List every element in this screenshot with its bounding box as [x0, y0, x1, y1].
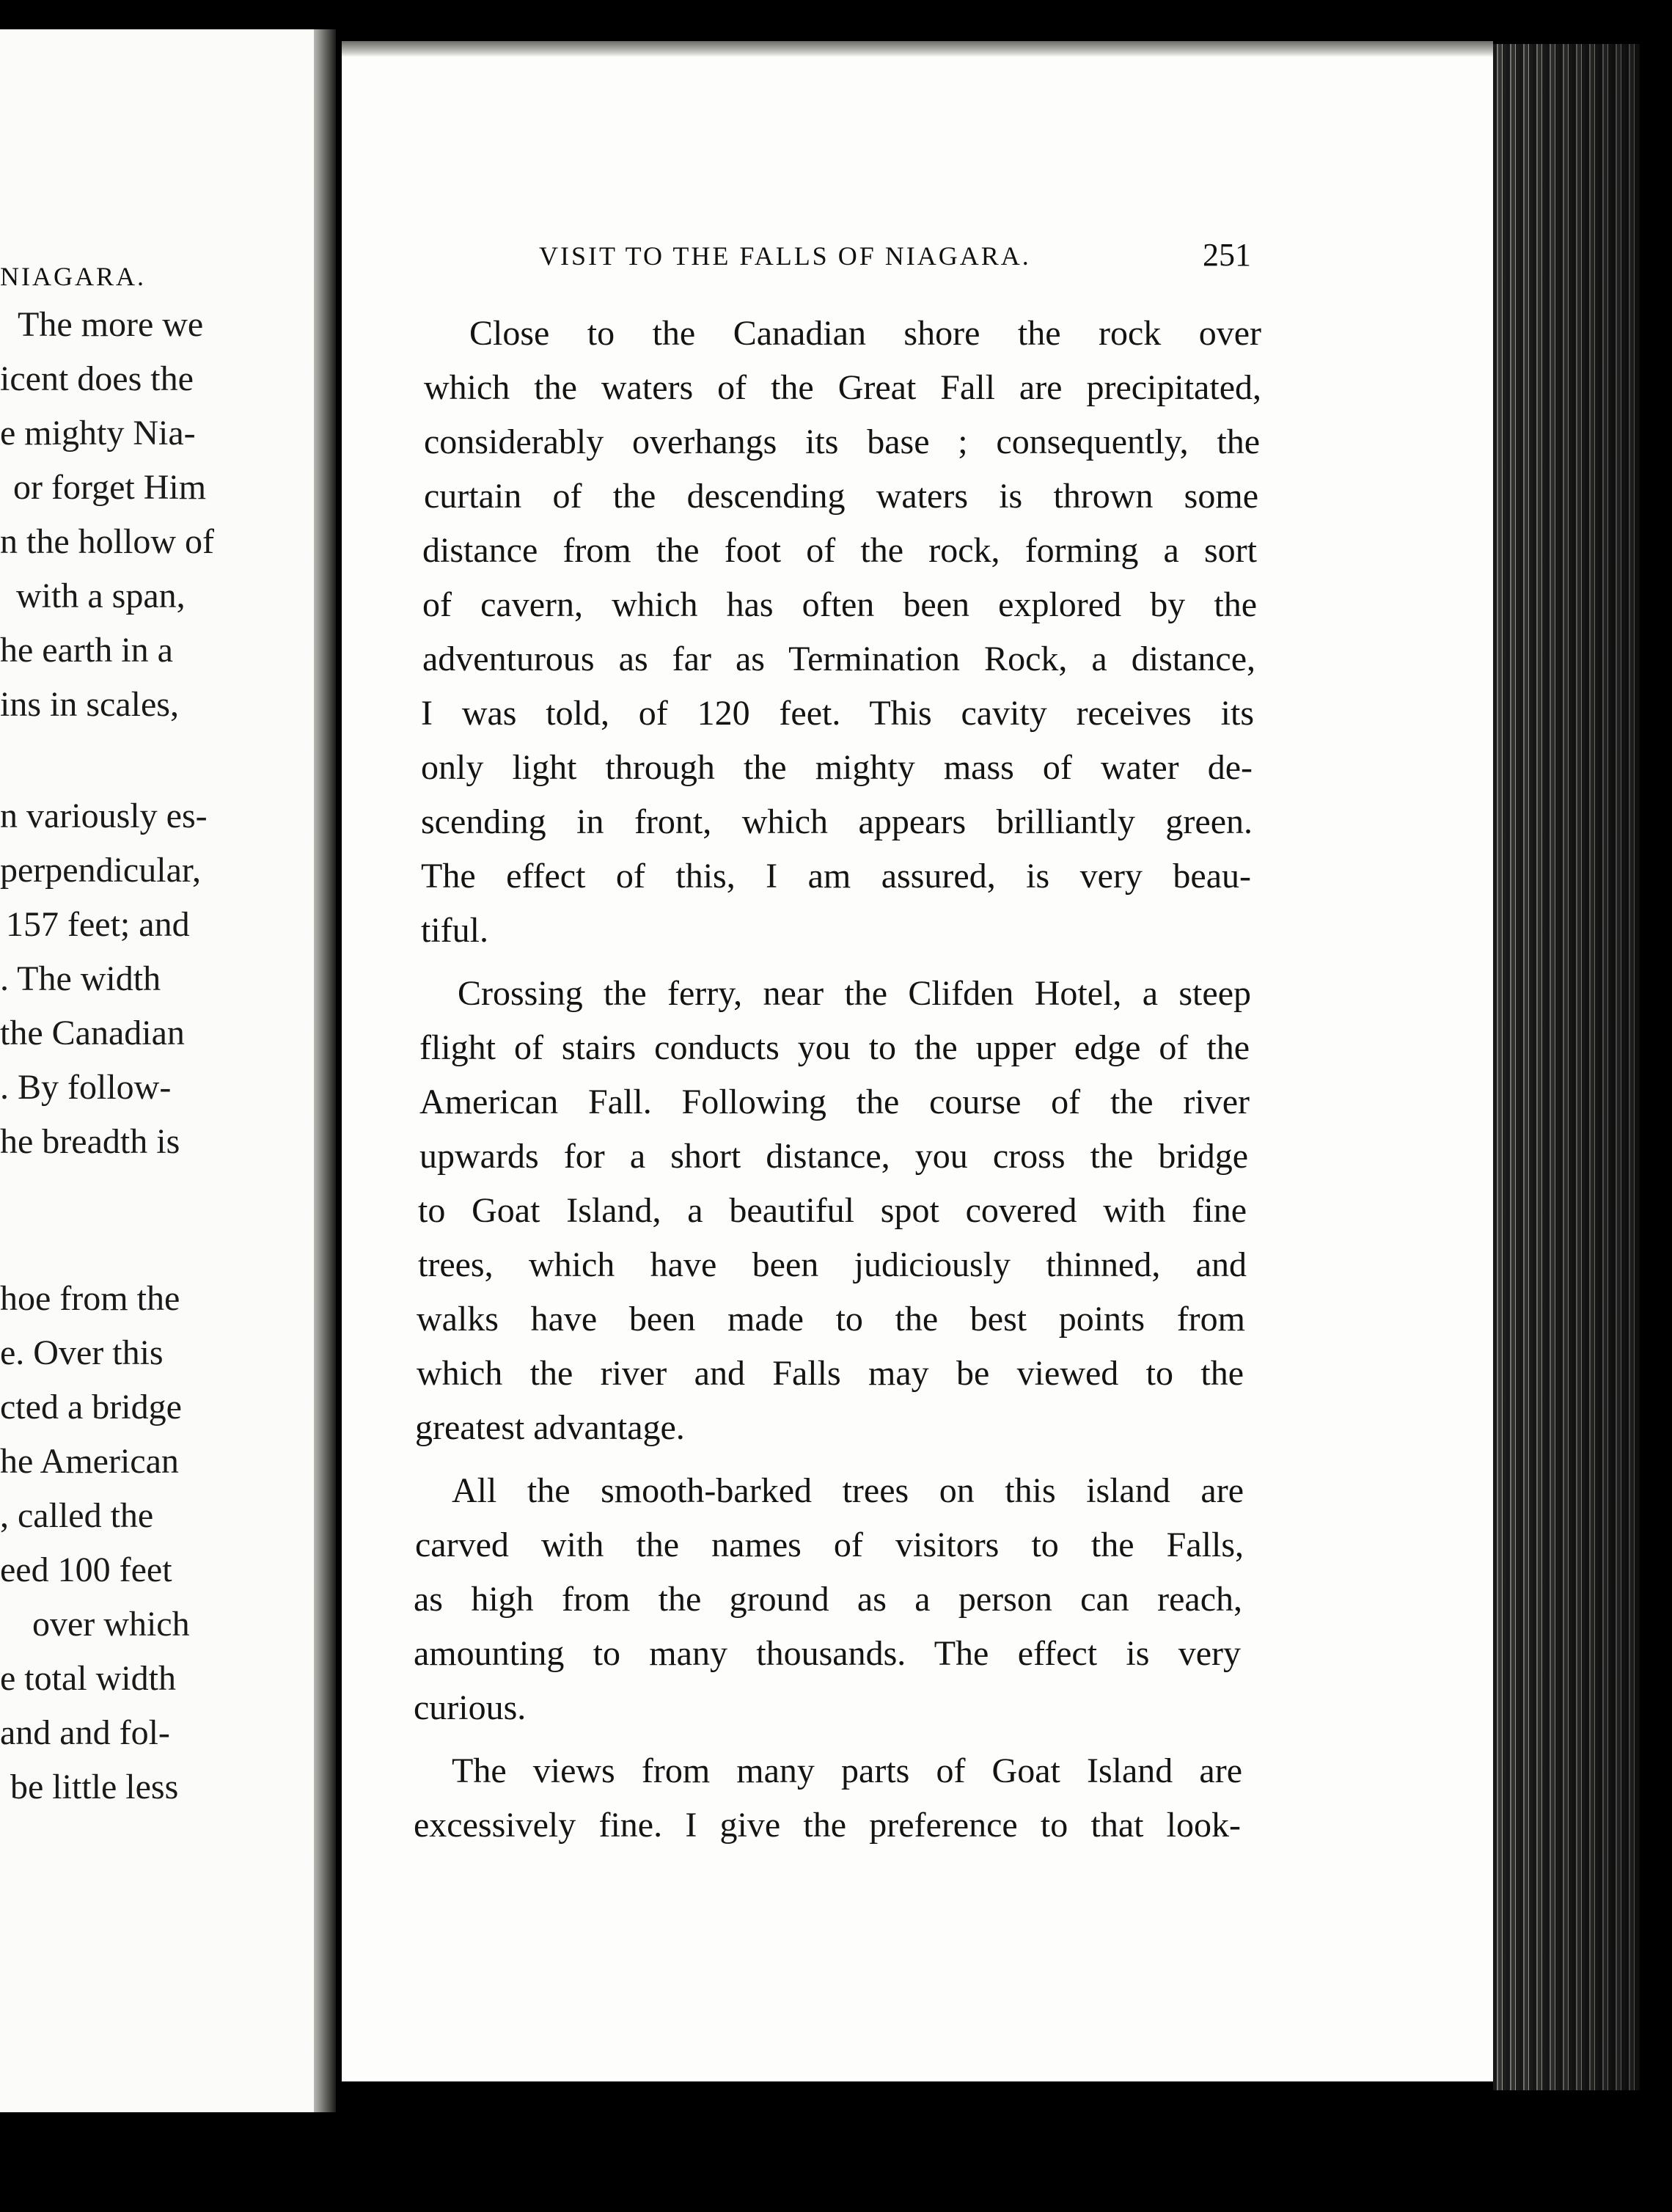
- text-line: carved with the names of visitors to the Falls,: [415, 1526, 1244, 1564]
- text-line: tiful.: [421, 911, 488, 950]
- page-top-edge: [342, 41, 1493, 57]
- text-line: The views from many parts of Goat Island are: [452, 1751, 1242, 1790]
- text-line: adventurous as far as Termination Rock, a distance,: [422, 640, 1255, 678]
- text-line: excessively fine. I give the preference to that look-: [414, 1806, 1241, 1845]
- text-line: American Fall. Following the course of the river: [419, 1083, 1250, 1121]
- left-line: over which: [32, 1605, 190, 1644]
- text-line: greatest advantage.: [415, 1408, 685, 1447]
- left-running-head: NIAGARA.: [0, 262, 146, 291]
- text-line: I was told, of 120 feet. This cavity receives its: [421, 694, 1254, 733]
- text-line: as high from the ground as a person can reach,: [414, 1580, 1242, 1619]
- text-line: to Goat Island, a beautiful spot covered with fine: [418, 1191, 1247, 1230]
- left-page: [0, 29, 315, 2112]
- page-edges-stack: [1493, 44, 1640, 2090]
- text-line: Close to the Canadian shore the rock over: [469, 314, 1261, 353]
- text-line: The effect of this, I am assured, is very beau-: [421, 857, 1251, 896]
- text-line: amounting to many thousands. The effect is very: [414, 1634, 1241, 1673]
- left-line: the Canadian: [0, 1014, 185, 1052]
- left-line: cted a bridge: [0, 1388, 182, 1427]
- left-line: The more we: [18, 305, 204, 344]
- left-line: e total width: [0, 1659, 176, 1698]
- left-line: and and fol-: [0, 1713, 170, 1752]
- text-line: which the river and Falls may be viewed to the: [417, 1354, 1244, 1393]
- left-line: . The width: [0, 959, 161, 998]
- left-line: n the hollow of: [0, 522, 214, 561]
- left-line: or forget Him: [13, 468, 207, 507]
- left-line: with a span,: [16, 576, 186, 615]
- left-line: e. Over this: [0, 1333, 164, 1372]
- left-line: . By follow-: [0, 1068, 172, 1107]
- text-line: curtain of the descending waters is thrown some: [424, 477, 1258, 516]
- left-line: , called the: [0, 1496, 154, 1535]
- left-line: n variously es-: [0, 796, 208, 835]
- left-line: ins in scales,: [0, 685, 179, 724]
- left-line: e mighty Nia-: [0, 414, 196, 453]
- left-line: 157 feet; and: [6, 905, 190, 944]
- left-line: he American: [0, 1442, 179, 1481]
- text-line: curious.: [414, 1688, 527, 1727]
- text-line: walks have been made to the best points from: [417, 1300, 1245, 1338]
- text-line: which the waters of the Great Fall are precipitated,: [424, 368, 1261, 407]
- text-line: upwards for a short distance, you cross the bridge: [419, 1137, 1248, 1176]
- running-head: VISIT TO THE FALLS OF NIAGARA.: [539, 241, 1031, 271]
- text-line: Crossing the ferry, near the Clifden Hotel, a steep: [458, 974, 1251, 1013]
- book-gutter: [314, 29, 336, 2112]
- text-line: considerably overhangs its base ; consequently, the: [424, 422, 1260, 461]
- left-line: be little less: [10, 1768, 179, 1806]
- left-line: he breadth is: [0, 1122, 180, 1161]
- page-number: 251: [1203, 237, 1251, 273]
- text-line: trees, which have been judiciously thinned, and: [418, 1245, 1247, 1284]
- left-line: he earth in a: [0, 631, 173, 670]
- text-line: distance from the foot of the rock, forming a sort: [422, 531, 1257, 570]
- left-line: perpendicular,: [0, 851, 201, 890]
- text-line: flight of stairs conducts you to the upper edge of the: [419, 1028, 1250, 1067]
- text-line: of cavern, which has often been explored by the: [422, 585, 1257, 624]
- left-line: eed 100 feet: [0, 1550, 172, 1589]
- left-line: icent does the: [0, 359, 194, 398]
- text-line: All the smooth-barked trees on this island are: [452, 1471, 1244, 1510]
- text-line: scending in front, which appears brilliantly green.: [421, 802, 1253, 841]
- text-line: only light through the mighty mass of water de-: [421, 748, 1253, 787]
- left-line: hoe from the: [0, 1279, 180, 1318]
